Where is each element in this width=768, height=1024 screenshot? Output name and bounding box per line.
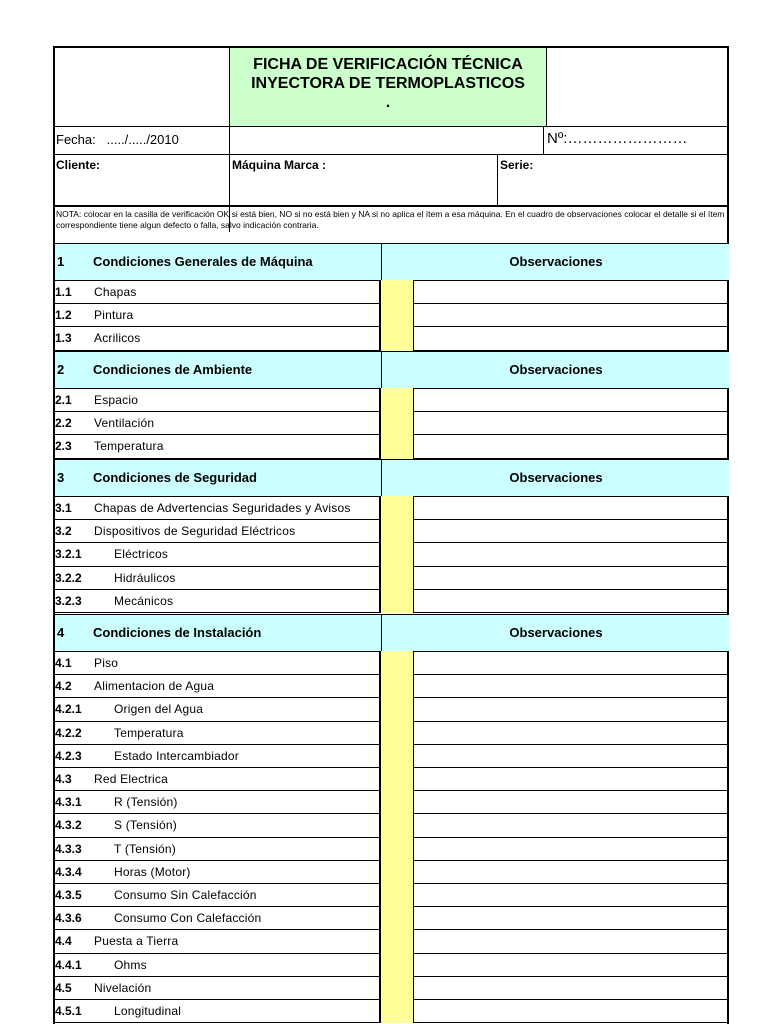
ok-check-cell[interactable] bbox=[379, 519, 414, 543]
checklist-row bbox=[55, 814, 729, 837]
item-label: Red Electrica bbox=[94, 772, 168, 786]
section-header-2 bbox=[55, 351, 729, 389]
item-number: 3.1 bbox=[55, 501, 72, 515]
observaciones-header: Observaciones bbox=[381, 615, 730, 651]
ok-check-cell[interactable] bbox=[379, 411, 414, 435]
header-right-blank bbox=[547, 48, 729, 126]
observaciones-cell[interactable] bbox=[415, 675, 729, 698]
checklist-row bbox=[55, 884, 729, 907]
item-number: 3.2 bbox=[55, 524, 72, 539]
ok-check-cell[interactable] bbox=[379, 767, 414, 791]
checklist-row bbox=[55, 722, 729, 745]
observaciones-cell[interactable] bbox=[415, 954, 729, 977]
observaciones-cell[interactable] bbox=[415, 791, 729, 814]
checklist-row bbox=[55, 281, 729, 304]
item-number: 4.3.3 bbox=[55, 841, 82, 856]
item-number: 4.5 bbox=[55, 980, 72, 995]
nota-text: NOTA: colocar en la casilla de verificación OK si está bien, NO si no está bien y NA si no aplica el ítem a esa máquina. En el cuadro de observaciones colocar el detalle si el ítem correspondiente tiene algun defecto o falla, salvo indicación contraria. bbox=[56, 209, 725, 230]
checklist-row bbox=[55, 327, 729, 350]
ok-check-cell[interactable] bbox=[379, 906, 414, 930]
ok-check-cell[interactable] bbox=[379, 388, 414, 412]
section-title: Condiciones de Ambiente bbox=[93, 362, 253, 377]
section-number: 1 bbox=[57, 254, 65, 269]
section-title: Condiciones Generales de Máquina bbox=[93, 254, 313, 269]
observaciones-cell[interactable] bbox=[415, 652, 729, 675]
ok-check-cell[interactable] bbox=[379, 566, 414, 590]
section-title: Condiciones de Seguridad bbox=[93, 470, 257, 485]
observaciones-cell[interactable] bbox=[415, 327, 729, 350]
observaciones-cell[interactable] bbox=[415, 543, 729, 566]
checklist-row bbox=[55, 520, 729, 543]
section-number: 4 bbox=[57, 625, 65, 640]
checklist-row bbox=[55, 791, 729, 814]
ok-check-cell[interactable] bbox=[379, 813, 414, 837]
ok-check-cell[interactable] bbox=[379, 674, 414, 698]
observaciones-cell[interactable] bbox=[415, 745, 729, 768]
item-label: Consumo Con Calefacción bbox=[114, 911, 262, 926]
maquina-marca-label: Máquina Marca : bbox=[232, 158, 327, 172]
ok-check-cell[interactable] bbox=[379, 953, 414, 977]
checklist-row bbox=[55, 977, 729, 1000]
item-label: Puesta a Tierra bbox=[94, 934, 179, 949]
observaciones-cell[interactable] bbox=[415, 497, 729, 520]
item-label: Horas (Motor) bbox=[114, 864, 191, 879]
observaciones-cell[interactable] bbox=[415, 520, 729, 543]
item-number: 1.3 bbox=[55, 331, 72, 346]
item-number: 4.3 bbox=[55, 772, 72, 786]
ok-check-cell[interactable] bbox=[379, 496, 414, 520]
observaciones-cell[interactable] bbox=[415, 567, 729, 590]
item-label: Temperatura bbox=[94, 439, 164, 454]
fecha-label: Fecha: ...../...../2010 bbox=[56, 132, 179, 147]
observaciones-cell[interactable] bbox=[415, 977, 729, 1000]
item-label: Consumo Sin Calefacción bbox=[114, 888, 257, 902]
observaciones-header: Observaciones bbox=[381, 244, 730, 280]
numero-field[interactable]: Nº:…………………… bbox=[547, 130, 688, 147]
item-label: Nivelación bbox=[94, 980, 152, 995]
item-number: 4.2 bbox=[55, 679, 72, 694]
item-label: T (Tensión) bbox=[114, 841, 177, 856]
item-label: Espacio bbox=[94, 393, 139, 407]
item-number: 4.4.1 bbox=[55, 957, 82, 972]
item-label: Piso bbox=[94, 656, 119, 670]
checklist-row bbox=[55, 412, 729, 435]
form-title bbox=[229, 48, 547, 126]
observaciones-cell[interactable] bbox=[415, 814, 729, 837]
section-title: Condiciones de Instalación bbox=[93, 625, 262, 640]
section-number: 2 bbox=[57, 362, 65, 377]
checklist-row bbox=[55, 389, 729, 412]
item-label: Longitudinal bbox=[114, 1004, 182, 1018]
ok-check-cell[interactable] bbox=[379, 542, 414, 566]
item-number: 3.2.3 bbox=[55, 593, 82, 608]
item-label: Pintura bbox=[94, 308, 134, 323]
cliente-label: Cliente: bbox=[56, 158, 101, 172]
title-line-1: FICHA DE VERIFICACIÓN TÉCNICA bbox=[253, 56, 523, 73]
item-number: 4.3.2 bbox=[55, 818, 82, 833]
title-line-3: . bbox=[385, 94, 391, 111]
ok-check-cell[interactable] bbox=[379, 651, 414, 675]
checklist-row bbox=[55, 590, 729, 613]
ok-check-cell[interactable] bbox=[379, 837, 414, 861]
item-number: 4.3.5 bbox=[55, 888, 82, 902]
observaciones-cell[interactable] bbox=[415, 907, 729, 930]
ok-check-cell[interactable] bbox=[379, 790, 414, 814]
ok-check-cell[interactable] bbox=[379, 326, 414, 350]
item-number: 4.4 bbox=[55, 934, 72, 949]
item-number: 4.2.1 bbox=[55, 702, 82, 717]
item-label: Ventilación bbox=[94, 416, 155, 431]
observaciones-cell[interactable] bbox=[415, 304, 729, 327]
checklist-row bbox=[55, 861, 729, 884]
checklist-row bbox=[55, 907, 729, 930]
item-label: R (Tensión) bbox=[114, 795, 178, 810]
item-number: 4.3.4 bbox=[55, 864, 82, 879]
fecha-value[interactable]: ...../...../2010 bbox=[106, 132, 179, 147]
item-number: 4.1 bbox=[55, 656, 72, 670]
ok-check-cell[interactable] bbox=[379, 860, 414, 884]
observaciones-cell[interactable] bbox=[415, 389, 729, 412]
observaciones-cell[interactable] bbox=[415, 698, 729, 721]
item-label: Mecánicos bbox=[114, 593, 174, 608]
item-label: Acrilicos bbox=[94, 331, 141, 346]
checklist-row bbox=[55, 698, 729, 721]
observaciones-cell[interactable] bbox=[415, 281, 729, 304]
checklist-row bbox=[55, 435, 729, 458]
ok-check-cell[interactable] bbox=[379, 434, 414, 458]
checklist-row bbox=[55, 304, 729, 327]
title-line-2: INYECTORA DE TERMOPLASTICOS bbox=[251, 75, 525, 92]
observaciones-cell[interactable] bbox=[415, 930, 729, 953]
checklist-row bbox=[55, 543, 729, 566]
item-number: 4.2.2 bbox=[55, 725, 82, 740]
section-header-1 bbox=[55, 243, 729, 281]
observaciones-cell[interactable] bbox=[415, 412, 729, 435]
item-label: Origen del Agua bbox=[114, 702, 204, 717]
item-number: 1.2 bbox=[55, 308, 72, 323]
ok-check-cell[interactable] bbox=[379, 697, 414, 721]
observaciones-cell[interactable] bbox=[415, 722, 729, 745]
checklist-row bbox=[55, 768, 729, 791]
observaciones-cell[interactable] bbox=[415, 768, 729, 791]
observaciones-header: Observaciones bbox=[381, 352, 730, 388]
item-label: Alimentacion de Agua bbox=[94, 679, 215, 694]
section-number: 3 bbox=[57, 470, 65, 485]
item-number: 2.3 bbox=[55, 439, 72, 454]
item-label: S (Tensión) bbox=[114, 818, 177, 833]
ok-check-cell[interactable] bbox=[379, 589, 414, 613]
ok-check-cell[interactable] bbox=[379, 883, 414, 907]
observaciones-cell[interactable] bbox=[415, 861, 729, 884]
checklist-row bbox=[55, 954, 729, 977]
ok-check-cell[interactable] bbox=[379, 303, 414, 327]
item-number: 3.2.1 bbox=[55, 547, 82, 562]
item-label: Dispositivos de Seguridad Eléctricos bbox=[94, 524, 296, 539]
checklist-row bbox=[55, 652, 729, 675]
item-number: 2.2 bbox=[55, 416, 72, 431]
item-label: Chapas de Advertencias Seguridades y Avisos bbox=[94, 501, 351, 515]
checklist-row bbox=[55, 675, 729, 698]
item-number: 3.2.2 bbox=[55, 570, 82, 585]
observaciones-cell[interactable] bbox=[415, 590, 729, 613]
ok-check-cell[interactable] bbox=[379, 280, 414, 304]
verification-form bbox=[53, 46, 729, 1024]
item-label: Hidráulicos bbox=[114, 570, 176, 585]
ok-check-cell[interactable] bbox=[379, 976, 414, 1000]
serie-label: Serie: bbox=[500, 158, 534, 172]
item-number: 4.5.1 bbox=[55, 1004, 82, 1018]
ok-check-cell[interactable] bbox=[379, 999, 414, 1023]
section-header-4 bbox=[55, 614, 729, 652]
checklist-row bbox=[55, 745, 729, 768]
checklist-row bbox=[55, 1000, 729, 1023]
ok-check-cell[interactable] bbox=[379, 721, 414, 745]
observaciones-cell[interactable] bbox=[415, 838, 729, 861]
observaciones-cell[interactable] bbox=[415, 1000, 729, 1023]
item-label: Chapas bbox=[94, 285, 137, 299]
item-number: 4.2.3 bbox=[55, 748, 82, 763]
section-header-3 bbox=[55, 459, 729, 497]
checklist-row bbox=[55, 838, 729, 861]
observaciones-cell[interactable] bbox=[415, 435, 729, 458]
item-number: 4.3.1 bbox=[55, 795, 82, 810]
checklist-row bbox=[55, 567, 729, 590]
item-label: Estado Intercambiador bbox=[114, 748, 239, 763]
ok-check-cell[interactable] bbox=[379, 744, 414, 768]
ok-check-cell[interactable] bbox=[379, 929, 414, 953]
item-label: Temperatura bbox=[114, 725, 184, 740]
item-label: Eléctricos bbox=[114, 547, 169, 562]
checklist-row bbox=[55, 930, 729, 953]
checklist-row bbox=[55, 497, 729, 520]
item-number: 1.1 bbox=[55, 285, 72, 299]
item-number: 4.3.6 bbox=[55, 911, 82, 926]
item-label: Ohms bbox=[114, 957, 147, 972]
observaciones-cell[interactable] bbox=[415, 884, 729, 907]
observaciones-header: Observaciones bbox=[381, 460, 730, 496]
item-number: 2.1 bbox=[55, 393, 72, 407]
